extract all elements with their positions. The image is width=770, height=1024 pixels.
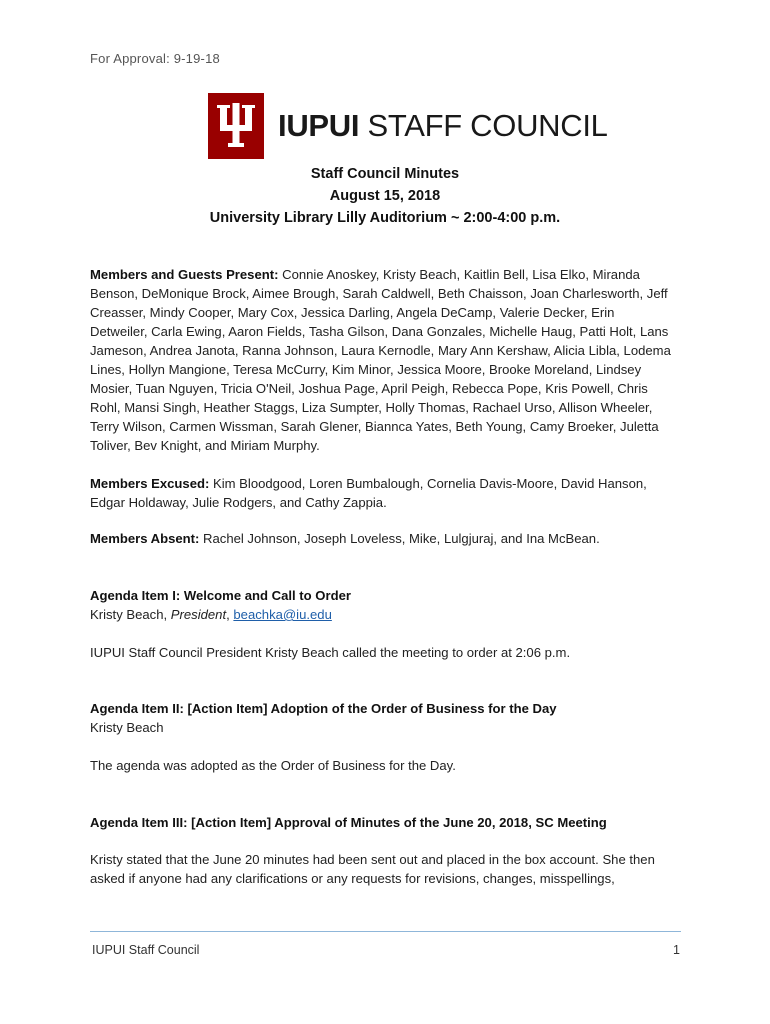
footer-divider — [90, 931, 681, 932]
trident-icon — [208, 93, 264, 159]
meeting-date: August 15, 2018 — [329, 188, 441, 204]
presenter-line: Kristy Beach, President, beachka@iu.edu — [90, 607, 332, 622]
agenda-item-1 — [90, 586, 672, 624]
agenda-heading: Agenda Item I: Welcome and Call to Order — [90, 588, 351, 603]
page-number: 1 — [673, 943, 680, 957]
agenda-3-text: Kristy stated that the June 20 minutes had been sent out and placed in the box account. She then asked if anyone had any clarifications or any requests for revisions, changes, misspellings, — [90, 852, 655, 886]
members-absent-paragraph: Members Absent: Rachel Johnson, Joseph Loveless, Mike, Lulgjuraj, and Ina McBean. — [90, 531, 600, 546]
members-excused-paragraph: Members Excused: Kim Bloodgood, Loren Bumbalough, Cornelia Davis-Moore, David Hanson, Edgar Holdaway, Julie Rodgers, and Cathy Zappia. — [90, 476, 647, 510]
email-link[interactable]: beachka@iu.edu — [233, 607, 332, 622]
agenda-item-3 — [90, 813, 672, 832]
agenda-heading: Agenda Item III: [Action Item] Approval of Minutes of the June 20, 2018, SC Meeting — [90, 815, 607, 830]
agenda-2-text: The agenda was adopted as the Order of Business for the Day. — [90, 758, 456, 773]
footer-org: IUPUI Staff Council — [92, 943, 200, 957]
agenda-heading: Agenda Item II: [Action Item] Adoption of the Order of Business for the Day — [90, 701, 557, 716]
agenda-item-2 — [90, 699, 672, 737]
minutes-title — [0, 163, 770, 229]
agenda-1-text: IUPUI Staff Council President Kristy Beach called the meeting to order at 2:06 p.m. — [90, 645, 571, 660]
approval-note: For Approval: 9-19-18 — [90, 51, 220, 66]
presenter-line: Kristy Beach — [90, 720, 164, 735]
members-present-paragraph: Members and Guests Present: Connie Anoskey, Kristy Beach, Kaitlin Bell, Lisa Elko, Miranda Benson, DeMonique Brock, Aimee Brough, Sarah Caldwell, Beth Chaisson, Joan Charlesworth, Jeff Creasser, Mindy Cooper, Mary Cox, Jessica Darling, Angela DeCamp, Valerie Decker, Erin Detweiler, Carla Ewing, Aaron Fields, Tasha Gilson, Dana Gonzales, Michelle Haug, Patti Holt, Lans Jameson, Andrea Janota, Ranna Johnson, Laura Kernodle, Mary Ann Kershaw, Alicia Libla, Lodema Lines, Hollyn Mangione, Teresa McCurry, Kim Minor, Jessica Moore, Brooke Moreland, Lindsey Mosier, Tuan Nguyen, Tricia O'Neil, Joshua Page, April Peigh, Rebecca Pope, Kris Powell, Chris Rohl, Mansi Singh, Heather Staggs, Liza Sumpter, Holly Thomas, Rachael Urso, Allison Wheeler, Terry Wilson, Carmen Wissman, Sarah Glener, Biannca Yates, Beth Young, Camy Broeker, Juletta Toliver, Bev Knight, and Miriam Murphy. — [90, 267, 671, 453]
meeting-location: University Library Lilly Auditorium ~ 2:00-4:00 p.m. — [209, 210, 561, 226]
iupui-staff-council-logo — [208, 93, 608, 159]
logo-wordmark: IUPUI STAFF COUNCIL — [278, 108, 608, 143]
title-line: Staff Council Minutes — [310, 166, 460, 182]
